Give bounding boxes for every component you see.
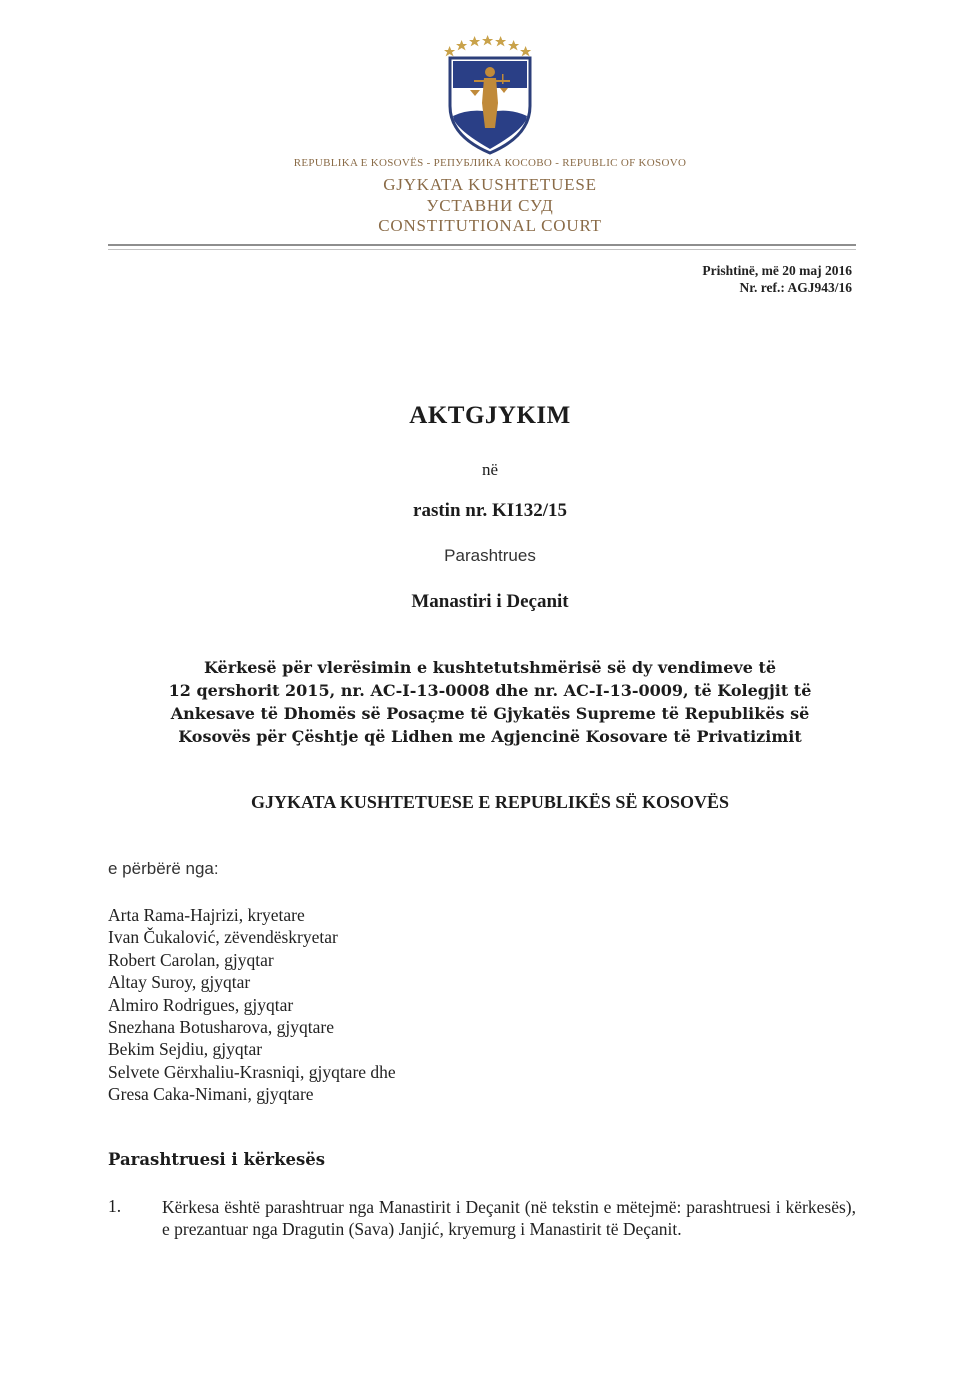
judge-item: Selvete Gërxhaliu-Krasniqi, gjyqtare dhe (108, 1061, 396, 1082)
court-name-english: CONSTITUTIONAL COURT (378, 216, 602, 235)
judge-item: Snezhana Botusharova, gjyqtare (108, 1017, 334, 1038)
court-name-serbian: УСТАВНИ СУД (426, 196, 554, 215)
judge-item: Gresa Caka-Nimani, gjyqtare (108, 1084, 314, 1105)
paragraph-number: 1. (108, 1196, 122, 1216)
judge-item: Robert Carolan, gjyqtar (108, 949, 274, 970)
court-name-albanian: GJYKATA KUSHTETUESE (383, 175, 597, 194)
header-divider (108, 244, 856, 246)
paragraph-text: Kërkesa është parashtruar nga Manastirit i Deçanit (në tekstin e mëtejmë: parashtruesi i kërkesës), e prezantuar nga Dragutin (Sava) Janjić, kryemurg i Manastirit të Deçanit. (162, 1197, 856, 1239)
document-title: AKTGJYKIM (409, 402, 571, 429)
judge-item: Almiro Rodrigues, gjyqtar (108, 994, 294, 1015)
subject-line: Kërkesë për vlerësimin e kushtetutshmërisë së dy vendimeve të (203, 658, 777, 677)
judges-list (108, 904, 396, 1106)
judge-item: Bekim Sejdiu, gjyqtar (108, 1039, 263, 1060)
section-heading: Parashtruesi i kërkesës (108, 1150, 326, 1169)
case-number: rastin nr. KI132/15 (413, 500, 567, 521)
applicant-label: Parashtrues (444, 546, 536, 565)
composed-of-label: e përbërë nga: (108, 859, 219, 878)
republic-line: REPUBLIKA E KOSOVËS - РЕПУБЛИКА КОСОВО - REPUBLIC OF KOSOVO (293, 157, 687, 169)
subject-line: 12 qershorit 2015, nr. AC-I-13-0008 dhe nr. AC-I-13-0009, të Kolegjit të (168, 681, 812, 700)
reference-number: Nr. ref.: AGJ943/16 (739, 280, 852, 295)
judge-item: Altay Suroy, gjyqtar (108, 972, 251, 993)
place-date: Prishtinë, më 20 maj 2016 (702, 263, 852, 278)
court-full-name: GJYKATA KUSHTETUESE E REPUBLIKËS SË KOSOVËS (251, 792, 729, 812)
judge-item: Ivan Čukalović, zëvendëskryetar (108, 927, 338, 948)
in-word: në (481, 460, 499, 479)
header-divider-thin (108, 249, 856, 250)
applicant-name: Manastiri i Deçanit (411, 591, 569, 612)
request-subject (60, 656, 920, 748)
judge-item: Arta Rama-Hajrizi, kryetare (108, 905, 305, 925)
court-emblem-icon (440, 28, 540, 158)
subject-line: Ankesave të Dhomës së Posaçme të Gjykatës Supreme të Republikës së (170, 704, 810, 723)
subject-line: Kosovës për Çështje që Lidhen me Agjencinë Kosovare të Privatizimit (178, 727, 802, 746)
